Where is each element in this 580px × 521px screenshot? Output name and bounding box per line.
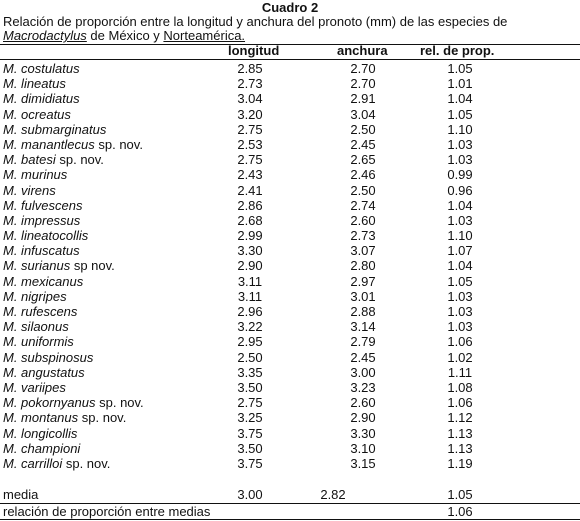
table-row [0, 258, 580, 273]
cell-longitud: 3.35 [237, 364, 263, 380]
cell-longitud: 2.99 [237, 228, 263, 244]
cell-longitud: 3.04 [237, 91, 263, 107]
species-name [3, 122, 106, 137]
ratio-label: relación de proporción entre medias [3, 504, 211, 519]
species-name [3, 334, 74, 349]
cell-rel-prop: 1.03 [447, 152, 473, 168]
table-row [0, 380, 580, 395]
species-name [3, 274, 83, 289]
species-name [3, 213, 80, 228]
cell-longitud: 2.43 [237, 167, 263, 183]
cell-rel-prop: 1.13 [447, 425, 473, 441]
species-name [3, 152, 104, 167]
species-name [3, 380, 66, 395]
table-row [0, 228, 580, 243]
species-name [3, 183, 56, 198]
cell-anchura: 2.45 [350, 349, 376, 365]
cell-rel-prop: 1.06 [447, 395, 473, 411]
cell-anchura: 2.50 [350, 121, 376, 137]
cell-rel-prop: 1.01 [447, 76, 473, 92]
cell-rel-prop: 1.13 [447, 440, 473, 456]
cell-longitud: 3.75 [237, 425, 263, 441]
cell-anchura: 2.45 [350, 136, 376, 152]
table-row [0, 350, 580, 365]
cell-anchura: 2.65 [350, 152, 376, 168]
cell-rel-prop: 1.10 [447, 228, 473, 244]
cell-anchura: 3.15 [350, 455, 376, 471]
cell-anchura: 2.73 [350, 228, 376, 244]
cell-longitud: 3.11 [237, 288, 263, 304]
species-binomial: M. virens [3, 182, 56, 198]
species-name [3, 258, 115, 273]
column-header-longitud: longitud [228, 43, 280, 58]
table-row [0, 76, 580, 91]
table-row [0, 91, 580, 106]
cell-longitud: 2.86 [237, 197, 263, 213]
species-binomial: M. pokornyanus [3, 395, 96, 411]
species-binomial: M. submarginatus [3, 121, 107, 137]
table-row [0, 122, 580, 137]
cell-longitud: 2.85 [237, 61, 263, 76]
species-binomial: M. dimidiatus [3, 91, 80, 107]
caption-prefix: Relación de proporción entre la longitud y anchura del pronoto (mm) de las especies de [3, 14, 508, 29]
species-suffix: sp nov. [70, 258, 115, 274]
table-row [0, 152, 580, 167]
cell-rel-prop: 1.12 [447, 410, 473, 426]
table-row [0, 61, 580, 76]
species-name [3, 441, 80, 456]
cell-rel-prop: 1.03 [447, 288, 473, 304]
table-row [0, 213, 580, 228]
species-name [3, 350, 93, 365]
cell-anchura: 2.46 [350, 167, 376, 183]
table-row [0, 304, 580, 319]
species-binomial: M. subspinosus [3, 349, 94, 365]
species-suffix: sp. nov. [55, 152, 104, 168]
cell-rel-prop: 1.05 [447, 273, 473, 289]
species-name [3, 365, 85, 380]
cell-longitud: 2.73 [237, 76, 263, 92]
cell-longitud: 3.11 [237, 273, 263, 289]
species-name [3, 395, 144, 410]
species-binomial: M. impressus [3, 212, 81, 228]
species-binomial: M. rufescens [3, 304, 78, 319]
table-row [0, 243, 580, 258]
species-name [3, 167, 67, 182]
table-row [0, 198, 580, 213]
species-name [3, 198, 82, 213]
cell-longitud: 2.75 [237, 121, 263, 137]
cell-longitud: 2.75 [237, 152, 263, 168]
species-name [3, 410, 126, 425]
cell-rel-prop: 1.03 [447, 319, 473, 335]
species-suffix: sp. nov. [94, 136, 143, 152]
species-name [3, 289, 67, 304]
cell-anchura: 2.60 [350, 212, 376, 228]
cell-longitud: 3.22 [237, 319, 263, 335]
cell-longitud: 2.53 [237, 136, 263, 152]
species-name [3, 319, 69, 334]
cell-rel-prop: 1.04 [447, 258, 473, 274]
caption-region: Norteamérica. [163, 28, 246, 43]
species-suffix: sp. nov. [62, 455, 111, 471]
species-binomial: M. infuscatus [3, 243, 80, 259]
cell-rel-prop: 1.11 [447, 364, 473, 380]
cell-anchura: 2.80 [350, 258, 376, 274]
cell-anchura: 2.97 [350, 273, 376, 289]
table-body [0, 61, 580, 471]
species-binomial: M. montanus [3, 410, 79, 426]
cell-longitud: 2.75 [237, 395, 263, 411]
cell-anchura: 3.00 [350, 364, 376, 380]
summary-ratio-row [0, 504, 580, 519]
species-binomial: M. murinus [3, 167, 68, 183]
cell-anchura: 2.79 [350, 334, 376, 350]
cell-longitud: 3.75 [237, 455, 263, 471]
cell-longitud: 3.50 [237, 379, 263, 395]
cell-anchura: 2.91 [350, 91, 376, 107]
cell-anchura: 2.70 [350, 61, 376, 76]
species-name [3, 61, 80, 76]
species-name [3, 107, 71, 122]
cell-rel-prop: 1.04 [447, 197, 473, 213]
species-binomial: M. fulvescens [3, 197, 83, 213]
table-row [0, 456, 580, 471]
caption-genus: Macrodactylus [3, 28, 87, 43]
species-binomial: M. mexicanus [3, 273, 84, 289]
table-row [0, 365, 580, 380]
caption-mid: de México y [86, 28, 164, 43]
species-suffix: sp. nov. [78, 410, 127, 426]
table-row [0, 441, 580, 456]
table-title: Cuadro 2 [261, 0, 319, 15]
media-anchura: 2.82 [320, 487, 346, 502]
cell-rel-prop: 1.04 [447, 91, 473, 107]
cell-rel-prop: 1.05 [447, 61, 473, 76]
column-header-anchura: anchura [337, 43, 388, 58]
cell-longitud: 2.41 [237, 182, 263, 198]
cell-anchura: 2.90 [350, 410, 376, 426]
species-name [3, 76, 66, 91]
species-name [3, 304, 77, 319]
cell-anchura: 2.88 [350, 304, 376, 319]
table-row [0, 319, 580, 334]
cell-longitud: 2.90 [237, 258, 263, 274]
cell-rel-prop: 1.03 [447, 136, 473, 152]
cell-longitud: 3.50 [237, 440, 263, 456]
cell-anchura: 3.04 [350, 106, 376, 122]
cell-anchura: 3.07 [350, 243, 376, 259]
cell-rel-prop: 1.07 [447, 243, 473, 259]
cell-rel-prop: 1.02 [447, 349, 473, 365]
cell-anchura: 2.50 [350, 182, 376, 198]
species-binomial: M. variipes [3, 379, 66, 395]
cell-anchura: 3.14 [350, 319, 376, 335]
cell-rel-prop: 0.96 [447, 182, 473, 198]
species-name [3, 426, 77, 441]
species-binomial: M. carrilloi [3, 455, 63, 471]
cell-anchura: 2.70 [350, 76, 376, 92]
cell-anchura: 3.23 [350, 379, 376, 395]
table-row [0, 426, 580, 441]
column-header-rel: rel. de prop. [420, 43, 495, 58]
species-binomial: M. lineatocollis [3, 228, 89, 244]
cell-longitud: 2.95 [237, 334, 263, 350]
ratio-value: 1.06 [447, 504, 473, 519]
cell-rel-prop: 0.99 [447, 167, 473, 183]
table-row [0, 274, 580, 289]
cell-longitud: 2.96 [237, 304, 263, 319]
species-name [3, 456, 110, 471]
media-longitud: 3.00 [237, 487, 263, 502]
cell-longitud: 2.50 [237, 349, 263, 365]
species-binomial: M. manantlecus [3, 136, 95, 152]
cell-longitud: 2.68 [237, 212, 263, 228]
species-binomial: M. costulatus [3, 61, 80, 76]
cell-rel-prop: 1.05 [447, 106, 473, 122]
table-row [0, 410, 580, 425]
cell-anchura: 3.01 [350, 288, 376, 304]
table-row [0, 334, 580, 349]
cell-anchura: 2.60 [350, 395, 376, 411]
species-suffix: sp. nov. [95, 395, 144, 411]
cell-longitud: 3.20 [237, 106, 263, 122]
table-row [0, 107, 580, 122]
bottom-rule [0, 519, 580, 520]
species-name [3, 91, 80, 106]
cell-anchura: 2.74 [350, 197, 376, 213]
table-caption [3, 15, 578, 43]
table-row [0, 183, 580, 198]
species-binomial: M. ocreatus [3, 106, 71, 122]
cell-rel-prop: 1.06 [447, 334, 473, 350]
species-name [3, 228, 88, 243]
cell-rel-prop: 1.03 [447, 212, 473, 228]
species-name [3, 137, 143, 152]
cell-rel-prop: 1.08 [447, 379, 473, 395]
cell-rel-prop: 1.03 [447, 304, 473, 319]
species-binomial: M. lineatus [3, 76, 66, 92]
cell-rel-prop: 1.10 [447, 121, 473, 137]
cell-rel-prop: 1.19 [447, 455, 473, 471]
species-name [3, 243, 80, 258]
species-binomial: M. championi [3, 440, 81, 456]
summary-media-row [0, 487, 580, 502]
table-row [0, 289, 580, 304]
table-row [0, 137, 580, 152]
species-binomial: M. longicollis [3, 425, 78, 441]
media-rel: 1.05 [447, 487, 473, 502]
table-row [0, 167, 580, 182]
species-binomial: M. angustatus [3, 364, 85, 380]
species-binomial: M. batesi [3, 152, 56, 168]
species-binomial: M. surianus [3, 258, 71, 274]
species-binomial: M. uniformis [3, 334, 74, 350]
cell-longitud: 3.30 [237, 243, 263, 259]
header-rule [0, 59, 580, 60]
species-binomial: M. silaonus [3, 319, 69, 335]
media-label: media [3, 487, 39, 502]
cell-longitud: 3.25 [237, 410, 263, 426]
table-row [0, 395, 580, 410]
cell-anchura: 3.30 [350, 425, 376, 441]
species-binomial: M. nigripes [3, 288, 67, 304]
cell-anchura: 3.10 [350, 440, 376, 456]
